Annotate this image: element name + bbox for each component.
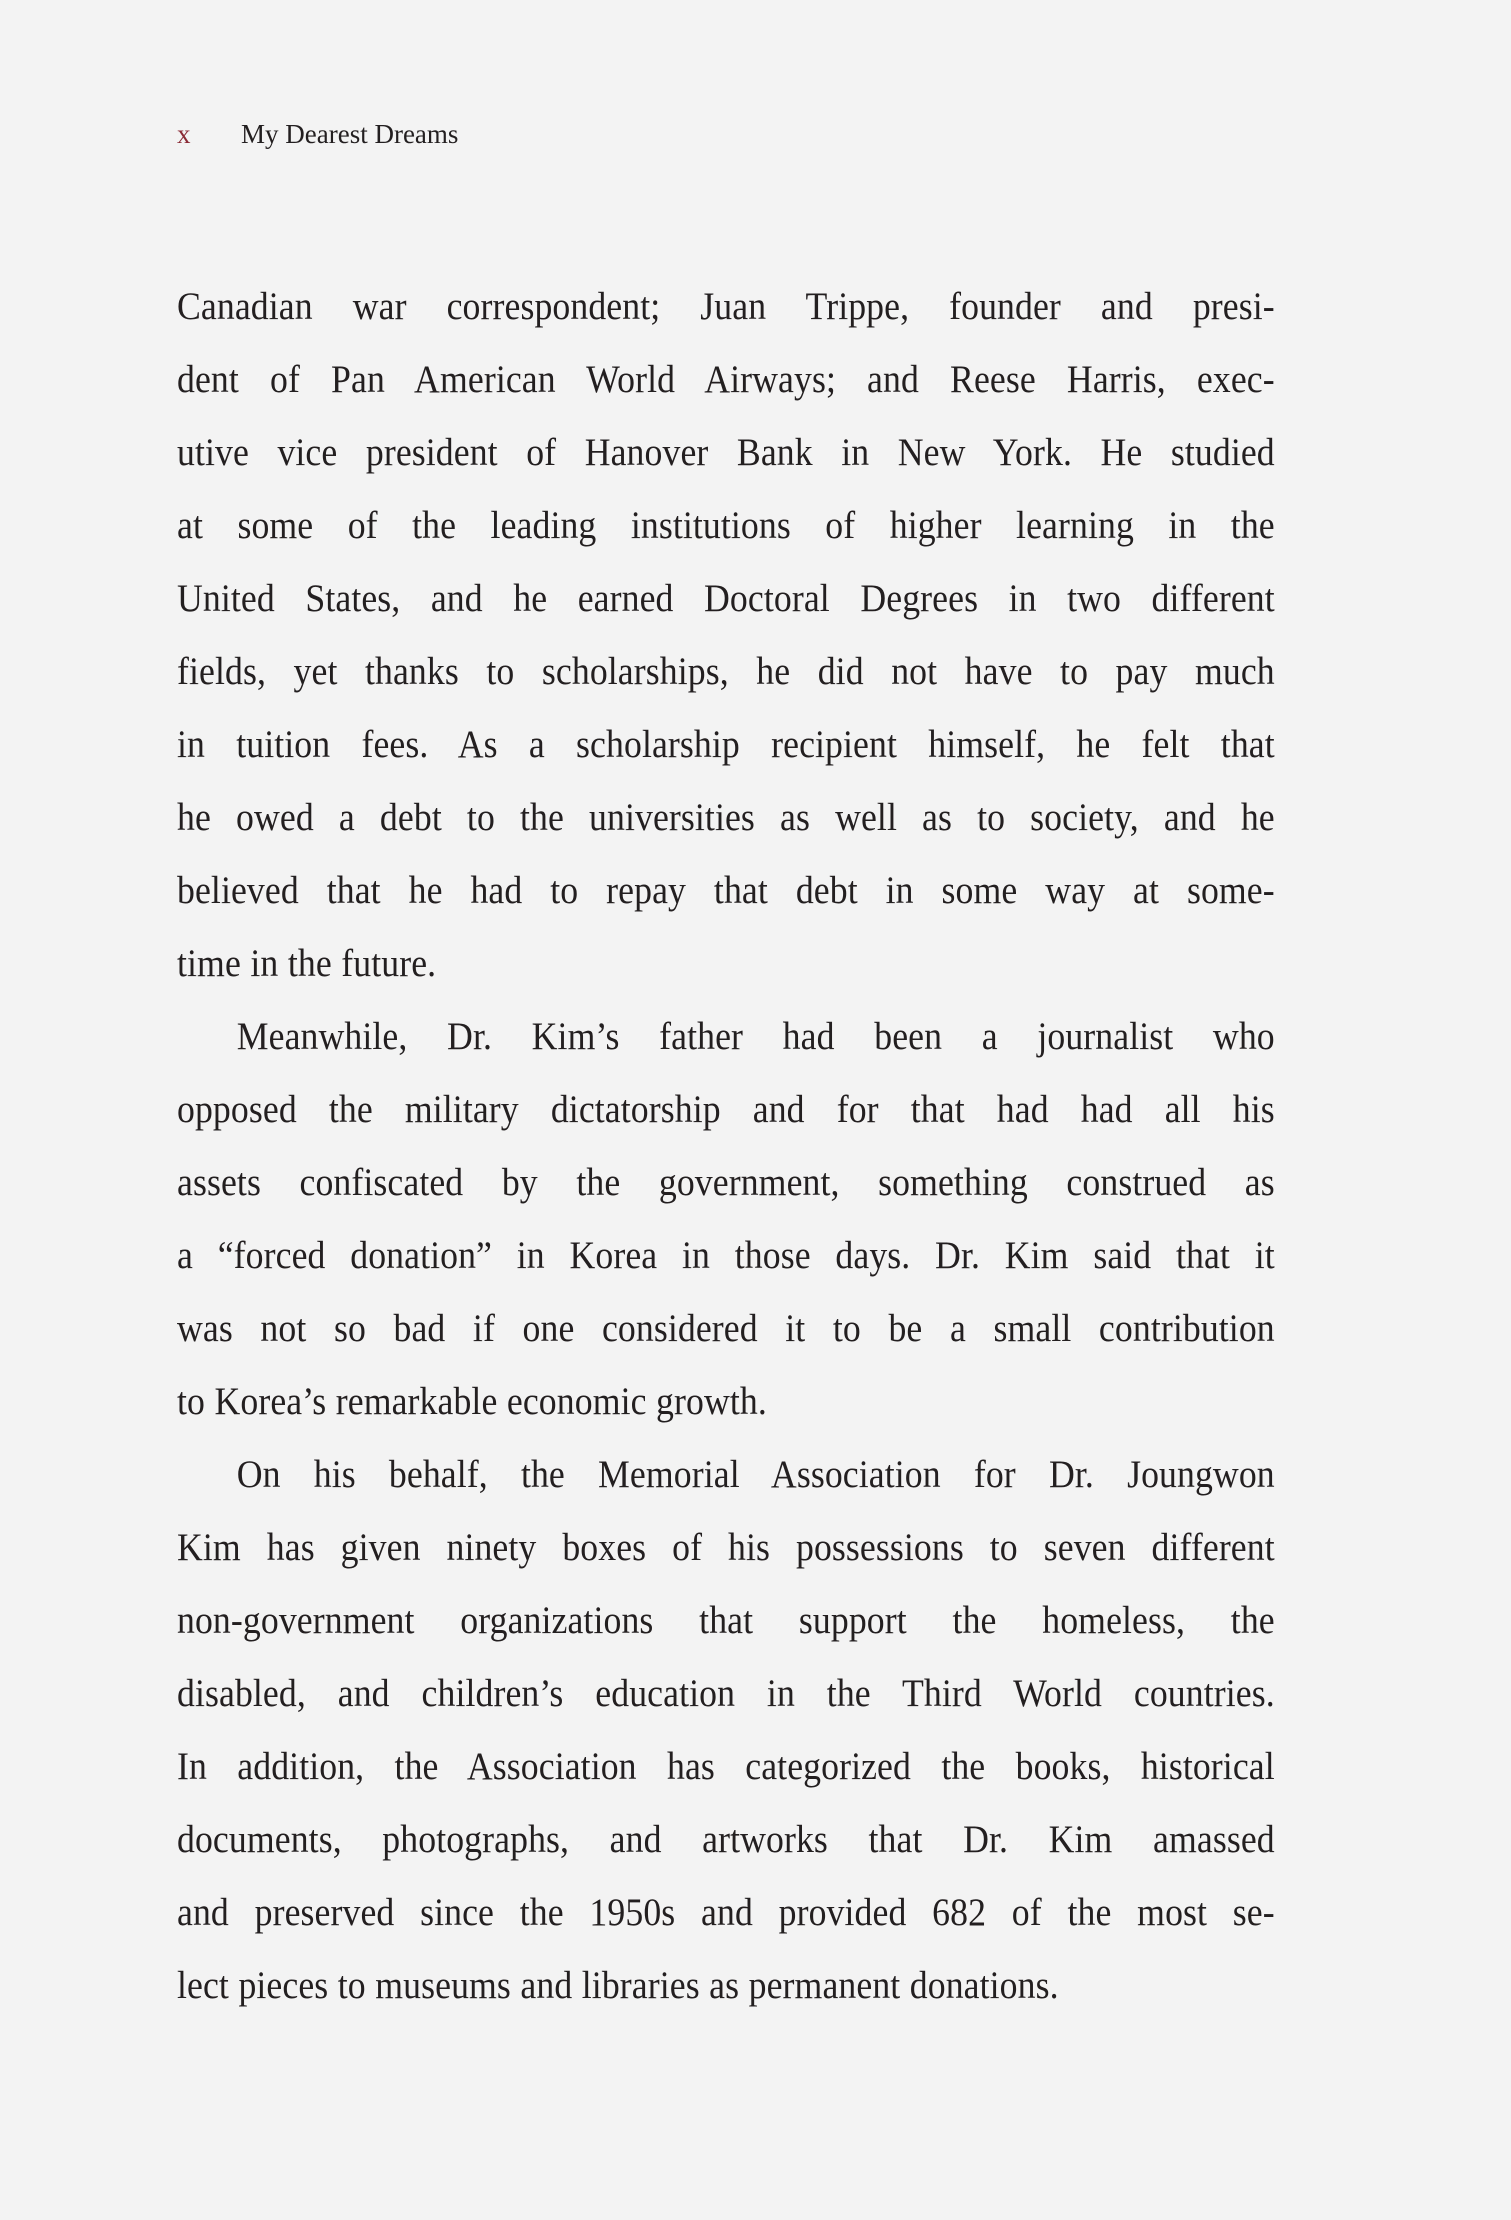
text-line: and preserved since the 1950s and provided 682 of the most se- xyxy=(177,1890,1275,1934)
running-head xyxy=(177,114,458,154)
text-line: Kim has given ninety boxes of his possessions to seven different xyxy=(177,1525,1275,1569)
page-number: x xyxy=(177,119,191,149)
text-line: United States, and he earned Doctoral Degrees in two different xyxy=(177,576,1275,620)
text-line: opposed the military dictatorship and for that had had all his xyxy=(177,1087,1275,1131)
text-line: to Korea’s remarkable economic growth. xyxy=(177,1379,767,1423)
text-line: was not so bad if one considered it to be a small contribution xyxy=(177,1306,1275,1350)
text-line: Canadian war correspondent; Juan Trippe, founder and presi- xyxy=(177,284,1275,328)
text-line: at some of the leading institutions of higher learning in the xyxy=(177,503,1275,547)
text-line: Meanwhile, Dr. Kim’s father had been a journalist who xyxy=(236,1014,1275,1058)
text-line: lect pieces to museums and libraries as permanent donations. xyxy=(177,1963,1059,2007)
text-line: assets confiscated by the government, something construed as xyxy=(177,1160,1275,1204)
text-line: believed that he had to repay that debt in some way at some- xyxy=(177,868,1275,912)
text-line: fields, yet thanks to scholarships, he did not have to pay much xyxy=(177,649,1275,693)
text-line: On his behalf, the Memorial Association for Dr. Joungwon xyxy=(236,1452,1275,1496)
text-line: disabled, and children’s education in the Third World countries. xyxy=(177,1671,1275,1715)
text-line: non-government organizations that support the homeless, the xyxy=(177,1598,1275,1642)
text-line: utive vice president of Hanover Bank in New York. He studied xyxy=(177,430,1275,474)
text-line: dent of Pan American World Airways; and Reese Harris, exec- xyxy=(177,357,1275,401)
text-line: in tuition fees. As a scholarship recipient himself, he felt that xyxy=(177,722,1275,766)
paragraph-2 xyxy=(177,1000,1275,1438)
paragraph-3 xyxy=(177,1438,1275,2022)
text-line: documents, photographs, and artworks that Dr. Kim amassed xyxy=(177,1817,1275,1861)
text-line: he owed a debt to the universities as well as to society, and he xyxy=(177,795,1275,839)
text-line: time in the future. xyxy=(177,941,437,985)
body-text xyxy=(177,270,1275,2022)
text-line: In addition, the Association has categorized the books, historical xyxy=(177,1744,1275,1788)
book-title: My Dearest Dreams xyxy=(241,119,459,149)
text-line: a “forced donation” in Korea in those days. Dr. Kim said that it xyxy=(177,1233,1275,1277)
paragraph-1 xyxy=(177,270,1275,1000)
